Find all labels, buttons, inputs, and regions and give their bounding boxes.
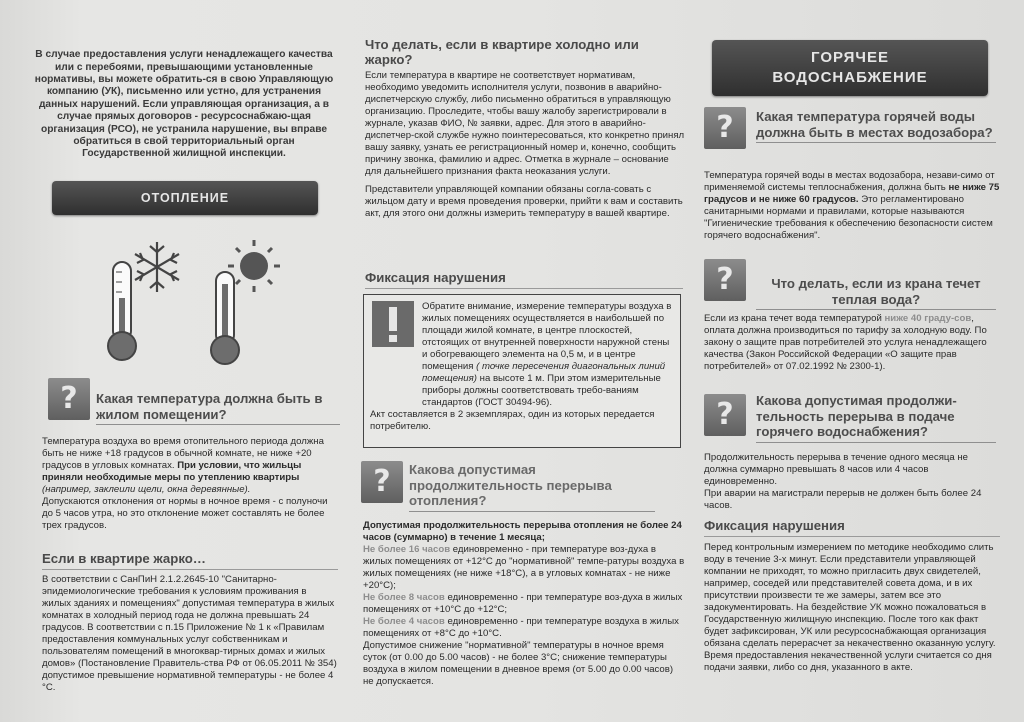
sun-icon	[228, 240, 280, 292]
question-icon	[704, 259, 746, 301]
q1-p1-italic: (например, заклеили щели, окна деревянные).	[42, 484, 251, 495]
q2-l1-gray: Не более 16 часов	[363, 544, 451, 555]
question-icon	[361, 461, 403, 503]
cold-p1: Если температура в квартире не соответствует нормативам, необходимо уведомить исполнителя услуги, позвонив в аварийно-диспетчерскую службу, либо письменно обратиться в управляющую организацию. Проследите, чтобы вашу жалобу зарегистрировали в журнале, указав ФИО, № заявки, адрес. Для этого в аварийно-диспетчер-ской службе нужно поинтересоваться, кто конкретно принял вашу заявку, узнать ее регистрационный номер и, конечно, сообщить причину звонка, фамилию и адрес. Отметка в журнале – основание для дальнейшего признания факта неоказания услуги.	[365, 70, 685, 177]
q3-2-text-b: , оплата должна производиться по тарифу за холодную воду. По закону о защите прав потребителей это услуга ненадлежащего качества (Закон Российской Федерации «О защите прав потребителей» от 07.02.1992 № 2300-1).	[704, 313, 987, 372]
room-temp-text	[42, 436, 338, 532]
q2-l1: единовременно - при температуре воз-духа в жилых помещениях от +12°С до "нормативной" темпе-ратуры воздуха в жилых помещениях (не ниже +18°С), а в угловых комнатах - не ниже +20°С);	[363, 544, 685, 591]
q3-1-text-bold: не ниже 75 градусов и не ниже 60 градусов.	[704, 182, 1000, 205]
hot-apartment-text: В соответствии с СанПиН 2.1.2.2645-10 "Санитарно-эпидемиологические требования к условиям проживания в жилых зданиях и помещениях" допустимая температура в жилых комнатах в холодный период года не должна превышать 24 градусов. В соответствии с п.15 Приложение № 1 к «Правилам предоставления коммунальных услуг собственникам и пользователям помещений в многоквар-тирных домах и жилых домов» (Постановление Правитель-ства РФ от 06.05.2011 № 354) допустимое превышение нормативной температуры - не более 4 °С.	[42, 574, 337, 693]
q2-l4: Допустимое снижение "нормативной" температуры в ночное время суток (от 0.00 до 5.00 часов) - не более 3°С; снижение температуры воздуха в жилом помещении в дневное время (от 5.00 до 0.00 часов) не допускается.	[363, 640, 674, 687]
hot-water-fixation-text: Перед контрольным измерением по методике необходимо слить воду в течение 3-х минут. Если представители управляющей компании не приходят, то можно пригласить двух свидетелей, например, соседей или представителей совета дома, и в их присутствии произвести те же замеры, затем все это задокументировать. На бездействие УК можно пожаловаться в Государственную жилищную инспекцию. После того как факт будет зафиксирован, УК или ресурсоснабжающая организация обязана сделать перерасчет за некачественно оказанную услугу. Время предоставления некачественной услуги считается со дня подачи заявки, либо со дня, указанного в акте.	[704, 542, 996, 673]
box-p1a: Обратите внимание, измерение температуры воздуха в жилых помещениях осуществляется в наибольшей по площади жилой комнате, в центре плоскостей, отстоящих от внутренней поверхности наружной стены и обогревающего элемента на 0,5 м, и в центре помещения	[422, 301, 672, 372]
snowflake-icon	[135, 242, 179, 292]
warm-water-text	[704, 313, 1004, 373]
q2-l3-gray: Не более 4 часов	[363, 616, 445, 627]
q-hot-water-interruption-title: Какова допустимая продолжи-тельность перерыва в подаче горячего водоснабжения?	[756, 393, 996, 443]
intro-text: В случае предоставления услуги ненадлежащего качества или с перебоями, превышающими установленные нормативы, вы можете обратить-ся в свою Управляющую компанию (УК), письменно или устно, для устранения данных нарушений. Если управляющая организация, а в случае прямых договоров - ресурсоснабжаю-щая организация (РСО), не устранила нарушение, вы вправе обратиться в свой территориальный орган Государственной жилищной инспекции.	[34, 49, 334, 160]
hot-apartment-title: Если в квартире жарко…	[42, 551, 338, 570]
hot-water-temp-text	[704, 170, 1004, 242]
q1-p2: Допускаются отклонения от нормы в ночное время - с полуночи до 5 часов утра, но это отклонение может составлять не более трех градусов.	[42, 496, 328, 531]
q3-3-p1: Продолжительность перерыва в течение одного месяца не должна суммарно превышать 8 часов или 4 часов единовременно.	[704, 452, 969, 487]
hot-thermometer-icon	[211, 272, 239, 364]
heating-banner: ОТОПЛЕНИЕ	[52, 181, 318, 215]
q3-1-text-b: Это регламентировано санитарными нормами и правилами, которые называются "Гигиенические требования к обеспечению безопасности систем горячего водоснабжения".	[704, 194, 993, 241]
question-icon	[48, 378, 90, 420]
q2-l2-gray: Не более 8 часов	[363, 592, 445, 603]
cold-apartment-title: Что делать, если в квартире холодно или жарко?	[365, 37, 639, 67]
q3-2-text-gray: ниже 40 граду-сов	[884, 313, 972, 324]
box-p1-italic: ( точке пересечения диагональных линий помещения)	[422, 361, 666, 384]
column-hot-water	[698, 0, 1008, 722]
q-room-temperature-title: Какая температура должна быть в жилом помещении?	[96, 391, 340, 425]
column-heating	[22, 0, 344, 722]
heating-interruption-text	[363, 520, 685, 688]
q1-p1: Температура воздуха во время отопительного периода должна быть не ниже +18 градусов в обычной комнате, не ниже +20 градусов в угловых комнатах.	[42, 436, 324, 471]
column-cold-hot	[357, 0, 687, 722]
violation-fixation-title: Фиксация нарушения	[365, 270, 683, 289]
box-p2: Акт составляется в 2 экземплярах, один из которых передается потребителю.	[370, 409, 655, 432]
thermometers-illustration	[92, 236, 302, 376]
measurement-note-text	[370, 301, 672, 433]
question-icon	[704, 107, 746, 149]
q3-2-text-a: Если из крана течет вода температурой	[704, 313, 882, 324]
hot-water-interruption-text	[704, 452, 1004, 512]
q2-lead: Допустимая продолжительность перерыва отопления не более 24 часов (суммарно) в течение 1 месяца;	[363, 520, 682, 543]
q-hot-water-temperature-title: Какая температура горячей воды должна быть в местах водозабора?	[756, 109, 996, 143]
q-warm-water-title: Что делать, если из крана течет теплая вода?	[756, 276, 996, 310]
box-p1b: на высоте 1 м. При этом измерительные приборы должны соответствовать требо-ваниям стандартов (ГОСТ 30494-96).	[422, 373, 661, 408]
hot-water-banner: ГОРЯЧЕЕ ВОДОСНАБЖЕНИЕ	[712, 40, 988, 96]
q1-p1-bold: При условии, что жильцы приняли необходимые меры по утеплению квартиры	[42, 460, 302, 483]
q2-l3: единовременно - при температуре воздуха в жилых помещениях от +8°С до +10°С.	[363, 616, 679, 639]
hot-water-fixation-title: Фиксация нарушения	[704, 518, 1000, 537]
q3-3-p2: При аварии на магистрали перерыв не должен быть более 24 часов.	[704, 488, 982, 511]
q-heating-interruption-title: Какова допустимая продолжительность перерыва отопления?	[409, 462, 655, 512]
cold-apartment-text	[365, 70, 685, 220]
measurement-note-box	[363, 294, 681, 448]
question-icon	[704, 394, 746, 436]
q3-1-text-a: Температура горячей воды в местах водозабора, незави-симо от применяемой системы теплоснабжения, должна быть	[704, 170, 995, 193]
q2-l2: единовременно - при температуре воз-духа в жилых помещениях от +10°С до +12°С;	[363, 592, 683, 615]
cold-thermometer-icon	[108, 262, 136, 360]
cold-p2: Представители управляющей компании обязаны согла-совать с жильцом дату и время проведения проверки, прийти к вам и составить акт, для этого они должны измерить температуру в вашей квартире.	[365, 184, 683, 219]
